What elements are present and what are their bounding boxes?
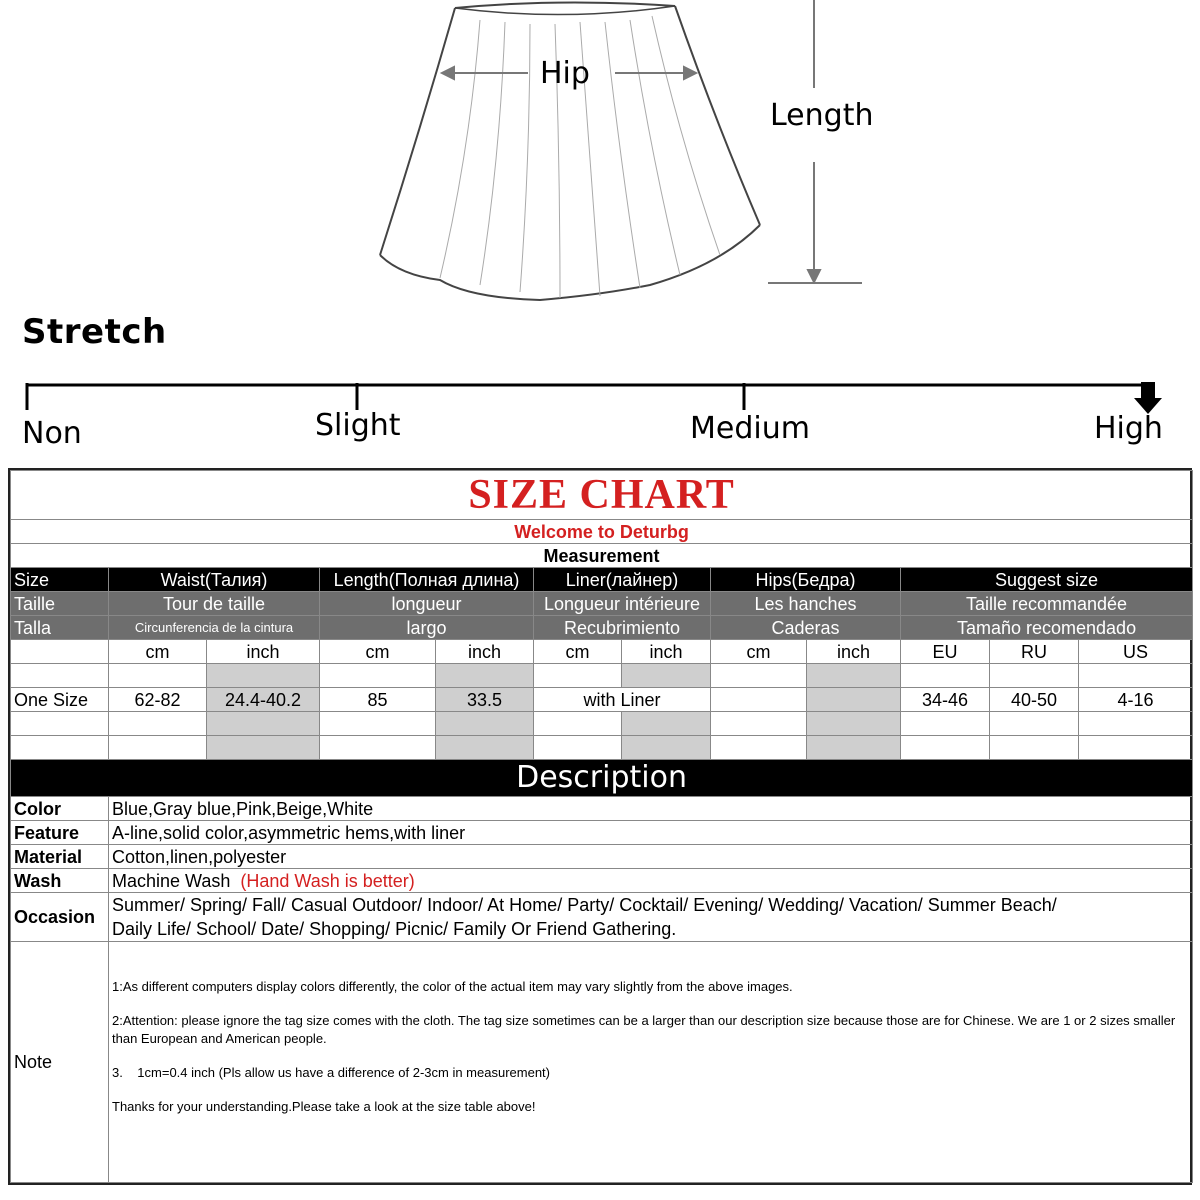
stretch-level-non: Non xyxy=(22,416,82,451)
eu-cell: 34-46 xyxy=(901,688,990,712)
header-row-fr xyxy=(11,592,1193,616)
header-longueur-interieure: Longueur intérieure xyxy=(534,592,711,616)
stretch-scale xyxy=(20,378,1190,418)
note-4: Thanks for your understanding.Please take a look at the size table above! xyxy=(112,1099,536,1114)
header-taille: Taille xyxy=(11,592,109,616)
stretch-title: Stretch xyxy=(22,312,167,352)
unit-cell: US xyxy=(1079,640,1193,664)
unit-cell: inch xyxy=(207,640,320,664)
header-liner: Liner(лайнер) xyxy=(534,568,711,592)
wash-value-cell xyxy=(109,869,1193,893)
header-length: Length(Полная длина) xyxy=(320,568,534,592)
note-content xyxy=(109,942,1193,1183)
units-row xyxy=(11,640,1193,664)
stretch-scale-line xyxy=(20,378,1190,418)
unit-cell: RU xyxy=(990,640,1079,664)
unit-cell: cm xyxy=(711,640,807,664)
hip-label: Hip xyxy=(540,56,590,91)
note-2: 2:Attention: please ignore the tag size comes with the cloth. The tag size sometimes can be a larger than our description size because those are for Chinese. We are 1 or 2 sizes smaller than European and American people. xyxy=(112,1013,1176,1046)
unit-cell: cm xyxy=(109,640,207,664)
unit-cell: inch xyxy=(807,640,901,664)
skirt-illustration xyxy=(0,0,1200,310)
header-waist: Waist(Талия) xyxy=(109,568,320,592)
length-cm-cell: 85 xyxy=(320,688,436,712)
size-chart-title: SIZE CHART xyxy=(11,471,1193,520)
unit-cell: inch xyxy=(622,640,711,664)
description-row-material xyxy=(11,845,1193,869)
skirt-diagram xyxy=(0,0,1200,310)
stretch-selected-marker-icon xyxy=(1134,382,1162,414)
unit-cell: cm xyxy=(534,640,622,664)
header-hips: Hips(Бедра) xyxy=(711,568,901,592)
header-longueur: longueur xyxy=(320,592,534,616)
waist-cm-cell: 62-82 xyxy=(109,688,207,712)
header-les-hanches: Les hanches xyxy=(711,592,901,616)
color-label: Color xyxy=(11,797,109,821)
unit-cell: cm xyxy=(320,640,436,664)
measurement-heading: Measurement xyxy=(11,544,1193,568)
header-talla: Talla xyxy=(11,616,109,640)
wash-note: (Hand Wash is better) xyxy=(240,870,415,891)
unit-cell: EU xyxy=(901,640,990,664)
size-cell: One Size xyxy=(11,688,109,712)
liner-cell: with Liner xyxy=(534,688,711,712)
header-recubrimiento: Recubrimiento xyxy=(534,616,711,640)
blank-row xyxy=(11,712,1193,736)
note-label: Note xyxy=(11,942,109,1183)
size-chart xyxy=(8,468,1192,1185)
header-taille-recommandee: Taille recommandée xyxy=(901,592,1193,616)
feature-value: A-line,solid color,asymmetric hems,with liner xyxy=(109,821,1193,845)
blank-row xyxy=(11,736,1193,760)
description-row-occasion xyxy=(11,893,1193,942)
wash-label: Wash xyxy=(11,869,109,893)
material-label: Material xyxy=(11,845,109,869)
table-row xyxy=(11,688,1193,712)
stretch-level-high: High xyxy=(1094,411,1163,446)
ru-cell: 40-50 xyxy=(990,688,1079,712)
occasion-line-2: Daily Life/ School/ Date/ Shopping/ Picnic/ Family Or Friend Gathering. xyxy=(112,919,677,939)
welcome-text: Welcome to Deturbg xyxy=(11,520,1193,544)
length-label: Length xyxy=(770,98,874,133)
header-tamano: Tamaño recomendado xyxy=(901,616,1193,640)
color-value: Blue,Gray blue,Pink,Beige,White xyxy=(109,797,1193,821)
header-caderas: Caderas xyxy=(711,616,901,640)
size-table xyxy=(10,470,1193,1183)
description-row-note xyxy=(11,942,1193,1183)
stretch-level-slight: Slight xyxy=(315,408,401,443)
description-row-feature xyxy=(11,821,1193,845)
occasion-label: Occasion xyxy=(11,893,109,942)
description-row-color xyxy=(11,797,1193,821)
occasion-value-cell xyxy=(109,893,1193,942)
waist-inch-cell: 24.4-40.2 xyxy=(207,688,320,712)
length-inch-cell: 33.5 xyxy=(436,688,534,712)
feature-label: Feature xyxy=(11,821,109,845)
occasion-line-1: Summer/ Spring/ Fall/ Casual Outdoor/ Indoor/ At Home/ Party/ Cocktail/ Evening/ Wedding/ Vacation/ Summer Beach/ xyxy=(112,895,1057,915)
description-row-wash xyxy=(11,869,1193,893)
header-row-en xyxy=(11,568,1193,592)
note-1: 1:As different computers display colors differently, the color of the actual item may vary slightly from the above images. xyxy=(112,979,793,994)
unit-cell: inch xyxy=(436,640,534,664)
material-value: Cotton,linen,polyester xyxy=(109,845,1193,869)
header-largo: largo xyxy=(320,616,534,640)
stretch-level-medium: Medium xyxy=(690,411,810,446)
note-3: 3. 1cm=0.4 inch (Pls allow us have a difference of 2-3cm in measurement) xyxy=(112,1065,550,1080)
blank-row xyxy=(11,664,1193,688)
header-row-es xyxy=(11,616,1193,640)
wash-value: Machine Wash xyxy=(112,870,231,891)
description-heading: Description xyxy=(11,760,1193,797)
header-tour-de-taille: Tour de taille xyxy=(109,592,320,616)
header-suggest: Suggest size xyxy=(901,568,1193,592)
header-size: Size xyxy=(11,568,109,592)
header-circunferencia: Circunferencia de la cintura xyxy=(109,616,320,640)
us-cell: 4-16 xyxy=(1079,688,1193,712)
